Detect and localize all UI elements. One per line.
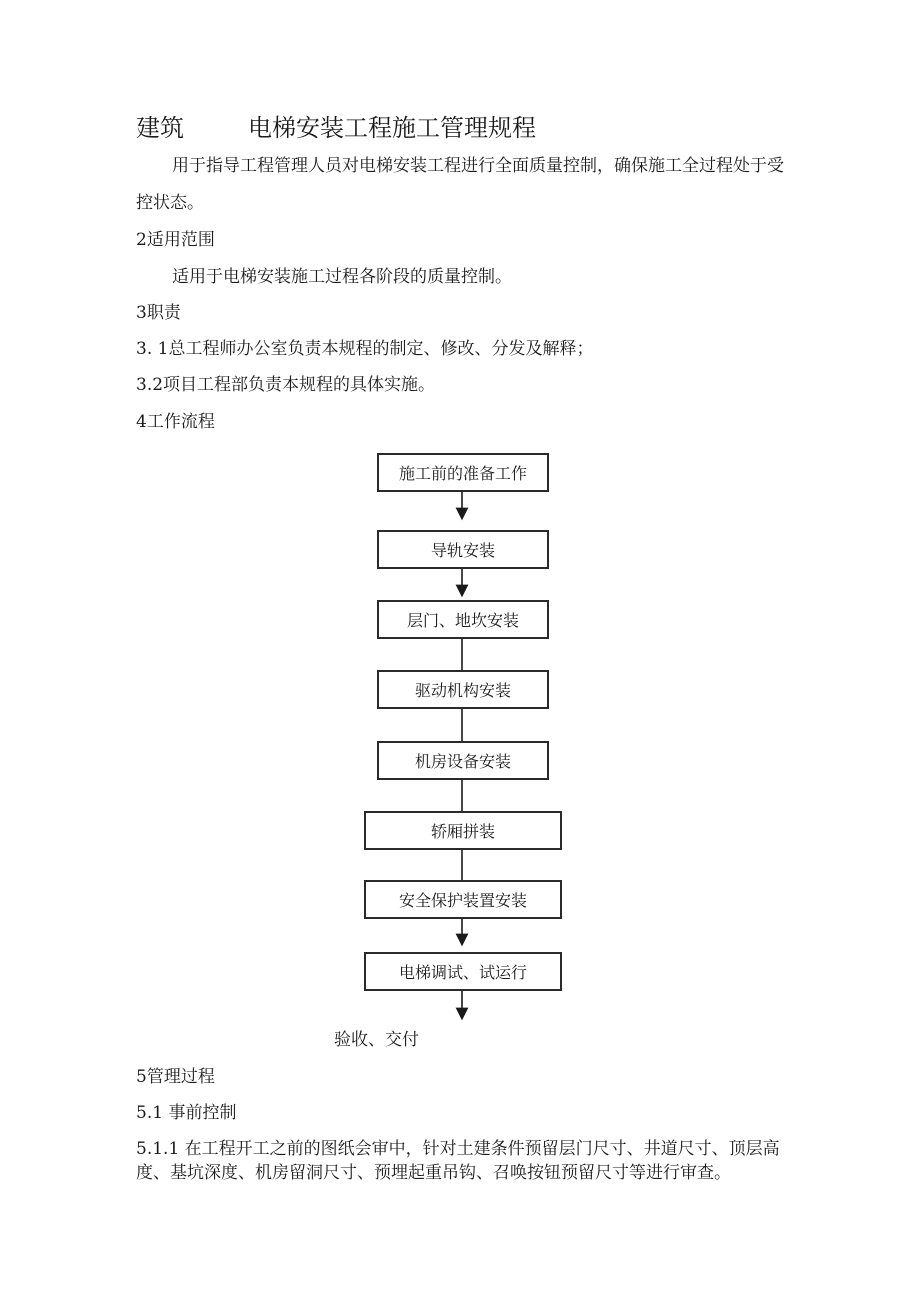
flow-step-machine-room: 机房设备安装 xyxy=(377,741,549,780)
section-3-heading: 3职责 xyxy=(136,303,181,323)
flow-step-commissioning: 电梯调试、试运行 xyxy=(364,952,562,991)
purpose-text-line2: 控状态。 xyxy=(136,193,204,213)
flow-final-acceptance: 验收、交付 xyxy=(334,1030,419,1050)
section-5-1-heading: 5.1 事前控制 xyxy=(136,1103,237,1123)
section-3-2-text: 3.2项目工程部负责本规程的具体实施。 xyxy=(136,375,436,395)
section-5-1-1-line1: 5.1.1 在工程开工之前的图纸会审中，针对土建条件预留层门尺寸、井道尺寸、顶层高 xyxy=(136,1139,780,1159)
purpose-text-line1: 用于指导工程管理人员对电梯安装工程进行全面质量控制，确保施工全过程处于受 xyxy=(172,156,784,176)
section-2-heading: 2适用范围 xyxy=(136,230,215,250)
section-2-text: 适用于电梯安装施工过程各阶段的质量控制。 xyxy=(172,267,512,287)
section-5-1-1-line2: 度、基坑深度、机房留洞尺寸、预埋起重吊钩、召唤按钮预留尺寸等进行审查。 xyxy=(136,1163,731,1183)
flow-step-drive-unit: 驱动机构安装 xyxy=(377,670,549,709)
flow-step-safety-devices: 安全保护装置安装 xyxy=(364,880,562,919)
section-5-heading: 5管理过程 xyxy=(136,1067,215,1087)
doc-title-prefix: 建筑 xyxy=(136,114,184,142)
flow-step-preparation: 施工前的准备工作 xyxy=(377,453,549,492)
doc-title: 电梯安装工程施工管理规程 xyxy=(248,114,536,142)
flow-step-guide-rail: 导轨安装 xyxy=(377,530,549,569)
section-4-heading: 4工作流程 xyxy=(136,412,215,432)
flow-step-landing-door: 层门、地坎安装 xyxy=(377,600,549,639)
section-3-1-text: 3. 1总工程师办公室负责本规程的制定、修改、分发及解释； xyxy=(136,339,594,359)
flow-step-car-assembly: 轿厢拼装 xyxy=(364,811,562,850)
